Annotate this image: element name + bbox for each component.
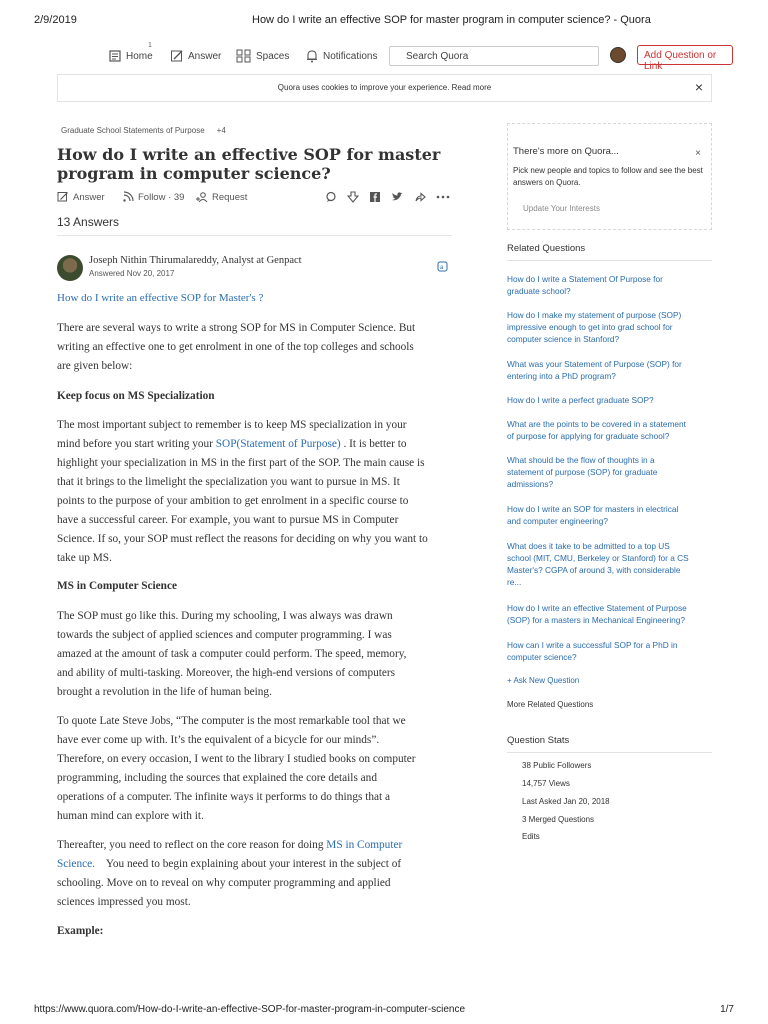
- card-title: There's more on Quora...: [513, 146, 619, 157]
- related-question-line: graduate school?: [507, 286, 571, 296]
- related-question-line: How do I write an SOP for masters in electrical: [507, 504, 679, 514]
- text-line: Science. If so, your SOP must reflect the reasons for deciding on why you want to: [57, 533, 428, 545]
- text-line: schooling. Move on to reveal on why computer programming and applied: [57, 877, 391, 889]
- print-title: How do I write an effective SOP for master program in computer science? - Quora: [252, 14, 651, 26]
- stat-followers[interactable]: 38 Public Followers: [522, 761, 592, 770]
- print-url: https://www.quora.com/How-do-I-write-an-effective-SOP-for-master-program-in-computer-science: [34, 1004, 466, 1015]
- related-question-line: (SOP) for a masters in Mechanical Engineering?: [507, 615, 686, 625]
- related-question-line: statement of purpose (SOP) for graduate: [507, 467, 658, 477]
- text-line: that it brings to the limelight the specialization you want to pursue in MS. It: [57, 476, 400, 488]
- downvote-icon: [347, 191, 359, 203]
- heading-ms-specialization: Keep focus on MS Specialization: [57, 390, 215, 402]
- author-name[interactable]: Joseph Nithin Thirumalareddy, Analyst at Genpact: [89, 255, 302, 266]
- related-question[interactable]: [507, 602, 712, 626]
- add-user-icon: [195, 191, 208, 203]
- nav-home[interactable]: [108, 44, 153, 68]
- answer-date[interactable]: Answered Nov 20, 2017: [89, 269, 175, 278]
- text-line: [57, 855, 452, 874]
- pencil-icon: [57, 191, 69, 203]
- related-question-line: How do I write a perfect graduate SOP?: [507, 395, 654, 405]
- related-question-line: and computer engineering?: [507, 516, 609, 526]
- bell-icon: [305, 49, 319, 63]
- text-segment: You need to begin explaining about your interest in the subject of: [94, 858, 402, 870]
- text-segment: Thereafter, you need to reflect on the core reason for doing: [57, 839, 327, 851]
- home-icon: [108, 49, 122, 63]
- text-line: have a successful career. For example, you want to pursue MS in Computer: [57, 514, 399, 526]
- related-question-line: school (MIT, CMU, Berkeley or Stanford) for a CS: [507, 553, 689, 563]
- related-question[interactable]: [507, 639, 712, 663]
- user-avatar[interactable]: [610, 47, 626, 63]
- related-question-line: of purpose for applying for graduate school?: [507, 431, 670, 441]
- topic-more[interactable]: +4: [216, 126, 226, 135]
- home-badge: 1: [148, 42, 152, 49]
- text-line: operations of a computer. The infinite ways it performs to do things that a: [57, 791, 390, 803]
- answer-paragraph-5: [57, 836, 452, 912]
- related-question-line: How do I make my statement of purpose (SOP): [507, 310, 682, 320]
- search-input[interactable]: Search Quora: [389, 46, 599, 66]
- follow-label: Follow · 39: [138, 191, 185, 203]
- facebook-icon: [369, 191, 381, 203]
- answer-paragraph-2: [57, 416, 452, 568]
- question-title[interactable]: How do I write an effective SOP for master program in computer science?: [57, 145, 441, 183]
- text-segment: . It is better to: [340, 438, 407, 450]
- related-question-line: What should be the flow of thoughts in a: [507, 455, 655, 465]
- nav-spaces[interactable]: [236, 44, 289, 68]
- text-line: writing an effective one to get enrolment in one of the top colleges and schools: [57, 341, 414, 353]
- more-icon: [436, 191, 450, 203]
- text-line: towards the subject of applied sciences and computer programming. I was: [57, 629, 392, 641]
- facebook-share[interactable]: [369, 191, 385, 203]
- cookie-banner: [57, 74, 712, 102]
- nav-notifications[interactable]: [305, 44, 377, 68]
- comment-button[interactable]: [325, 191, 341, 203]
- close-icon[interactable]: ×: [694, 79, 703, 95]
- related-question-line: Master's? CGPA of around 3, with considerable: [507, 565, 681, 575]
- divider: [57, 235, 452, 236]
- topic-link[interactable]: Graduate School Statements of Purpose: [61, 126, 205, 135]
- update-interests-link[interactable]: Update Your Interests: [523, 204, 600, 213]
- related-question-line: computer science?: [507, 652, 577, 662]
- text-line: sciences impressed you most.: [57, 896, 191, 908]
- text-line: To quote Late Steve Jobs, “The computer is the most remarkable tool that we: [57, 715, 406, 727]
- nav-home-label: Home: [126, 50, 153, 62]
- share-icon: [414, 191, 426, 203]
- text-line: The most important subject to remember is to keep MS specialization in your: [57, 419, 407, 431]
- related-question-line: How do I write an effective Statement of Purpose: [507, 603, 687, 613]
- answers-count: 13 Answers: [57, 215, 120, 229]
- svg-text:a: a: [440, 265, 444, 271]
- text-line: programming, including the sources that explained the core details and: [57, 772, 377, 784]
- text-line: amazed at the amount of task a computer could perform. The speed, memory,: [57, 648, 407, 660]
- print-header: [34, 14, 734, 28]
- related-question-line: How do I write a Statement Of Purpose for: [507, 274, 663, 284]
- heading-ms-cs: MS in Computer Science: [57, 580, 177, 592]
- spaces-icon: [236, 49, 252, 63]
- answer-source-link[interactable]: How do I write an effective SOP for Master's ?: [57, 292, 264, 304]
- twitter-icon: [391, 191, 403, 203]
- text-line: are given below:: [57, 360, 133, 372]
- related-question-line: What was your Statement of Purpose (SOP) for: [507, 359, 682, 369]
- stat-last-asked: Last Asked Jan 20, 2018: [522, 797, 610, 806]
- nav-notifications-label: Notifications: [323, 50, 378, 62]
- answer-paragraph-3: [57, 607, 452, 702]
- topic-breadcrumb: [61, 126, 226, 135]
- add-question-button[interactable]: Add Question or Link: [637, 45, 733, 65]
- follow-button[interactable]: [122, 191, 184, 203]
- answer-paragraph-4: [57, 712, 452, 826]
- stat-merged[interactable]: 3 Merged Questions: [522, 815, 595, 824]
- share-button[interactable]: [414, 191, 430, 203]
- related-question[interactable]: [507, 503, 712, 527]
- stat-edits[interactable]: Edits: [522, 832, 540, 841]
- related-question-line: What does it take to be admitted to a top US: [507, 541, 670, 551]
- related-question[interactable]: [507, 309, 712, 345]
- text-line: [57, 836, 452, 855]
- twitter-share[interactable]: [391, 191, 407, 203]
- sop-link[interactable]: SOP(Statement of Purpose): [215, 438, 341, 450]
- nav-answer-label: Answer: [188, 50, 222, 62]
- nav-spaces-label: Spaces: [256, 50, 290, 62]
- rss-icon: [122, 191, 134, 203]
- card-text: Pick new people and topics to follow and see the best answers on Quora.: [513, 166, 703, 187]
- answer-paragraph-1: [57, 319, 452, 376]
- more-related-questions-link[interactable]: More Related Questions: [507, 700, 594, 709]
- related-question-line: admissions?: [507, 479, 554, 489]
- text-line: and ability of multi-tasking. Moreover, the high-end versions of computers: [57, 667, 396, 679]
- ms-cs-link[interactable]: MS in Computer: [326, 839, 403, 851]
- text-line: have ever come up with. It’s the equivalent of a bicycle for our minds”.: [57, 734, 380, 746]
- stat-views: 14,757 Views: [522, 779, 570, 788]
- divider: [507, 260, 712, 261]
- question-stats-heading: Question Stats: [507, 735, 570, 746]
- text-line: The SOP must go like this. During my schooling, I was always was drawn: [57, 610, 393, 622]
- question-actions: [57, 191, 452, 207]
- request-label: Request: [212, 191, 248, 203]
- nav-answer[interactable]: [170, 44, 221, 68]
- related-question[interactable]: [507, 394, 712, 406]
- comment-icon: [325, 191, 337, 203]
- related-question-line: What are the points to be covered in a statement: [507, 419, 686, 429]
- more-options-button[interactable]: [436, 191, 454, 203]
- heading-example: Example:: [57, 925, 104, 937]
- text-line: take up MS.: [57, 552, 112, 564]
- translate-icon[interactable]: [437, 259, 448, 277]
- related-question[interactable]: [507, 358, 712, 382]
- related-question-line: How can I write a successful SOP for a PhD in: [507, 640, 678, 650]
- text-segment: mind before you start writing your: [57, 438, 216, 450]
- answer-button[interactable]: [57, 191, 105, 203]
- downvote-button[interactable]: [347, 191, 363, 203]
- answer-label: Answer: [73, 191, 105, 203]
- print-date: 2/9/2019: [34, 14, 77, 26]
- print-page-number: 1/7: [720, 1004, 734, 1015]
- related-question-line: impressive enough to get into grad school for: [507, 322, 673, 332]
- text-line: brought a revolution in the life of human being.: [57, 686, 272, 698]
- related-question[interactable]: [507, 540, 712, 588]
- close-icon[interactable]: ×: [695, 148, 701, 159]
- text-line: highlight your specialization in MS in the first part of the SOP. The main cause is: [57, 457, 425, 469]
- related-question[interactable]: [507, 454, 712, 490]
- answer-author: [57, 255, 452, 283]
- request-button[interactable]: [195, 191, 247, 203]
- related-question[interactable]: [507, 273, 712, 297]
- text-line: points to the purpose of your ambition to get enrolment in a specific course to: [57, 495, 409, 507]
- related-question[interactable]: [507, 418, 712, 442]
- related-question-line: computer science in Stanford?: [507, 334, 620, 344]
- text-line: [57, 435, 452, 454]
- ask-new-question-link[interactable]: + Ask New Question: [507, 676, 580, 685]
- author-avatar[interactable]: [57, 255, 83, 281]
- more-on-quora-card: [507, 123, 712, 230]
- ms-cs-link-cont[interactable]: Science.: [57, 858, 95, 870]
- related-questions-heading: Related Questions: [507, 243, 586, 254]
- related-question-line: re...: [507, 577, 522, 587]
- divider: [507, 752, 712, 753]
- pencil-icon: [170, 49, 184, 63]
- text-line: Therefore, on every occasion, I went to the library I studied books on computer: [57, 753, 416, 765]
- cookie-text[interactable]: Quora uses cookies to improve your experience. Read more: [277, 83, 492, 92]
- text-line: human mind can explore with it.: [57, 810, 204, 822]
- text-line: There are several ways to write a strong SOP for MS in Computer Science. But: [57, 322, 416, 334]
- related-question-line: entering into a PhD program?: [507, 371, 616, 381]
